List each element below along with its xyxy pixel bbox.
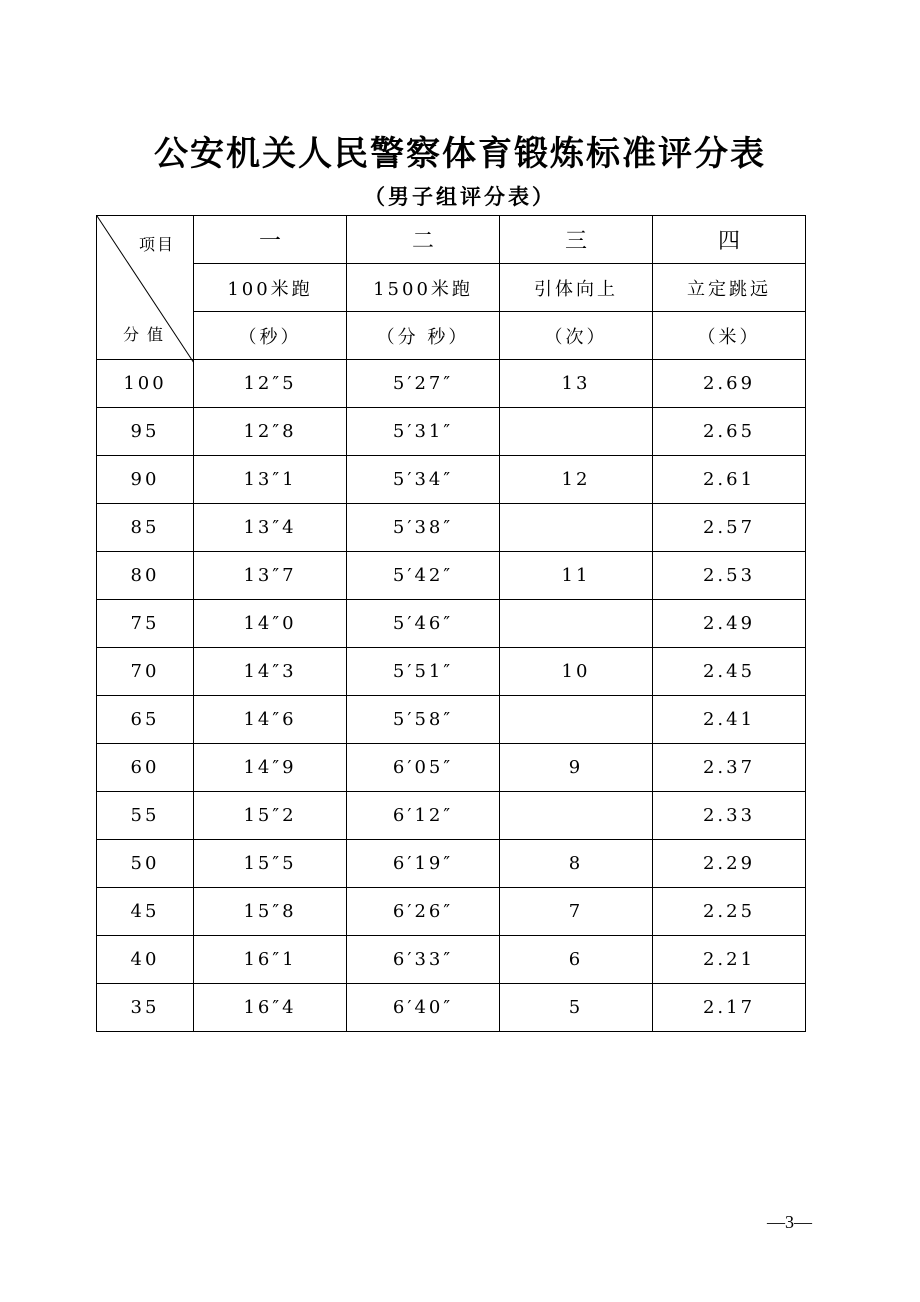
run-100m-cell: 14″0 xyxy=(194,600,347,648)
score-cell: 80 xyxy=(97,552,194,600)
column-event: 立定跳远 xyxy=(653,264,806,312)
run-100m-cell: 14″3 xyxy=(194,648,347,696)
run-1500m-cell: 6′12″ xyxy=(347,792,500,840)
long-jump-cell: 2.17 xyxy=(653,984,806,1032)
long-jump-cell: 2.29 xyxy=(653,840,806,888)
long-jump-cell: 2.25 xyxy=(653,888,806,936)
run-100m-cell: 16″4 xyxy=(194,984,347,1032)
run-1500m-cell: 6′19″ xyxy=(347,840,500,888)
score-cell: 90 xyxy=(97,456,194,504)
pullup-cell xyxy=(500,504,653,552)
table-row xyxy=(97,552,806,600)
run-1500m-cell: 6′40″ xyxy=(347,984,500,1032)
column-unit: （次） xyxy=(500,312,653,360)
pullup-cell: 9 xyxy=(500,744,653,792)
pullup-cell: 12 xyxy=(500,456,653,504)
score-cell: 55 xyxy=(97,792,194,840)
pullup-cell xyxy=(500,792,653,840)
page-title: 公安机关人民警察体育锻炼标准评分表 xyxy=(154,134,766,174)
long-jump-cell: 2.65 xyxy=(653,408,806,456)
pullup-cell: 5 xyxy=(500,984,653,1032)
pullup-cell xyxy=(500,696,653,744)
run-1500m-cell: 6′05″ xyxy=(347,744,500,792)
table-row xyxy=(97,792,806,840)
long-jump-cell: 2.57 xyxy=(653,504,806,552)
header-row-numerals xyxy=(97,216,806,264)
run-100m-cell: 16″1 xyxy=(194,936,347,984)
table-row xyxy=(97,456,806,504)
score-cell: 95 xyxy=(97,408,194,456)
run-1500m-cell: 6′26″ xyxy=(347,888,500,936)
table-row xyxy=(97,984,806,1032)
score-cell: 70 xyxy=(97,648,194,696)
column-unit: （分 秒） xyxy=(347,312,500,360)
run-100m-cell: 14″9 xyxy=(194,744,347,792)
table-row xyxy=(97,744,806,792)
long-jump-cell: 2.49 xyxy=(653,600,806,648)
pullup-cell: 6 xyxy=(500,936,653,984)
long-jump-cell: 2.45 xyxy=(653,648,806,696)
run-100m-cell: 15″8 xyxy=(194,888,347,936)
run-100m-cell: 15″5 xyxy=(194,840,347,888)
corner-label-item: 项目 xyxy=(138,235,175,254)
column-numeral: 一 xyxy=(194,216,347,264)
long-jump-cell: 2.41 xyxy=(653,696,806,744)
pullup-cell: 7 xyxy=(500,888,653,936)
table-row xyxy=(97,648,806,696)
score-cell: 50 xyxy=(97,840,194,888)
run-1500m-cell: 5′31″ xyxy=(347,408,500,456)
long-jump-cell: 2.21 xyxy=(653,936,806,984)
score-cell: 85 xyxy=(97,504,194,552)
pullup-cell: 8 xyxy=(500,840,653,888)
corner-header-cell xyxy=(97,216,194,360)
column-event: 引体向上 xyxy=(500,264,653,312)
score-cell: 65 xyxy=(97,696,194,744)
pullup-cell: 13 xyxy=(500,360,653,408)
run-1500m-cell: 5′34″ xyxy=(347,456,500,504)
long-jump-cell: 2.61 xyxy=(653,456,806,504)
table-row xyxy=(97,360,806,408)
table-row xyxy=(97,888,806,936)
column-numeral: 四 xyxy=(653,216,806,264)
table-row xyxy=(97,936,806,984)
score-cell: 45 xyxy=(97,888,194,936)
long-jump-cell: 2.33 xyxy=(653,792,806,840)
table-row xyxy=(97,600,806,648)
column-event: 1500米跑 xyxy=(347,264,500,312)
header-row-events xyxy=(97,264,806,312)
column-numeral: 二 xyxy=(347,216,500,264)
run-100m-cell: 15″2 xyxy=(194,792,347,840)
run-100m-cell: 12″8 xyxy=(194,408,347,456)
run-1500m-cell: 6′33″ xyxy=(347,936,500,984)
pullup-cell xyxy=(500,600,653,648)
run-100m-cell: 12″5 xyxy=(194,360,347,408)
score-cell: 75 xyxy=(97,600,194,648)
pullup-cell xyxy=(500,408,653,456)
score-cell: 60 xyxy=(97,744,194,792)
run-1500m-cell: 5′27″ xyxy=(347,360,500,408)
run-1500m-cell: 5′46″ xyxy=(347,600,500,648)
table-row xyxy=(97,408,806,456)
score-cell: 100 xyxy=(97,360,194,408)
column-unit: （秒） xyxy=(194,312,347,360)
header-row-units xyxy=(97,312,806,360)
table-row xyxy=(97,840,806,888)
page-number: —3— xyxy=(767,1212,812,1232)
long-jump-cell: 2.37 xyxy=(653,744,806,792)
run-1500m-cell: 5′58″ xyxy=(347,696,500,744)
score-cell: 40 xyxy=(97,936,194,984)
column-event: 100米跑 xyxy=(194,264,347,312)
score-table xyxy=(96,215,806,1032)
column-unit: （米） xyxy=(653,312,806,360)
long-jump-cell: 2.69 xyxy=(653,360,806,408)
pullup-cell: 11 xyxy=(500,552,653,600)
score-cell: 35 xyxy=(97,984,194,1032)
corner-label-score: 分值 xyxy=(123,325,172,344)
run-1500m-cell: 5′38″ xyxy=(347,504,500,552)
run-100m-cell: 13″1 xyxy=(194,456,347,504)
run-100m-cell: 13″4 xyxy=(194,504,347,552)
table-row xyxy=(97,696,806,744)
pullup-cell: 10 xyxy=(500,648,653,696)
column-numeral: 三 xyxy=(500,216,653,264)
page-subtitle: （男子组评分表） xyxy=(364,184,556,209)
run-100m-cell: 13″7 xyxy=(194,552,347,600)
run-1500m-cell: 5′42″ xyxy=(347,552,500,600)
long-jump-cell: 2.53 xyxy=(653,552,806,600)
run-100m-cell: 14″6 xyxy=(194,696,347,744)
table-row xyxy=(97,504,806,552)
run-1500m-cell: 5′51″ xyxy=(347,648,500,696)
